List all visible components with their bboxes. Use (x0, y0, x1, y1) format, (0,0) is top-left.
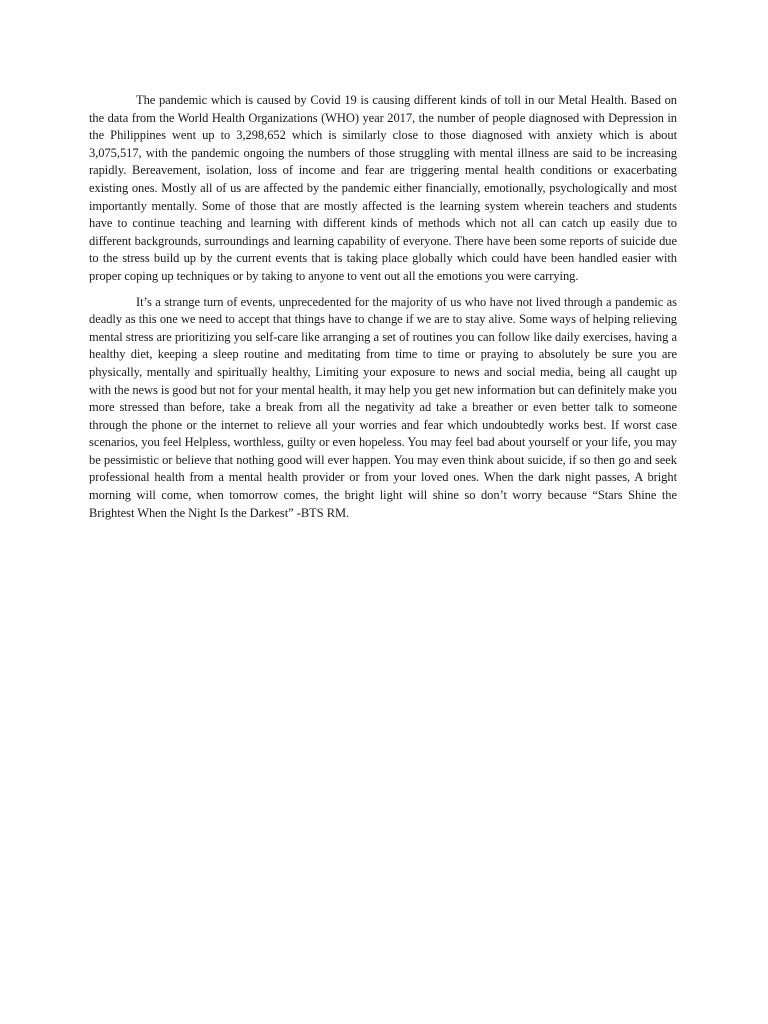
document-body (89, 92, 677, 530)
paragraph-2: It’s a strange turn of events, unprecedented for the majority of us who have not lived through a pandemic as deadly as this one we need to accept that things have to change if we are to stay alive. Some ways of helping relieving mental stress are prioritizing you self-care like arranging a set of routines you can follow like daily exercises, having a healthy diet, keeping a sleep routine and meditating from time to time or praying to absolutely be sure you are physically, mentally and spiritually healthy, Limiting your exposure to news and social media, being all caught up with the news is good but not for your mental health, it may help you get new information but can definitely make you more stressed than before, take a break from all the negativity ad take a breather or even better talk to someone through the phone or the internet to relieve all your worries and fear which undoubtedly works best. If worst case scenarios, you feel Helpless, worthless, guilty or even hopeless. You may feel bad about yourself or your life, you may be pessimistic or believe that nothing good will ever happen. You may even think about suicide, if so then go and seek professional health from a mental health provider or from your loved ones. When the dark night passes, A bright morning will come, when tomorrow comes, the bright light will shine so don’t worry because “Stars Shine the Brightest When the Night Is the Darkest” -BTS RM. (89, 294, 677, 520)
paragraph-1: The pandemic which is caused by Covid 19 is causing different kinds of toll in our Metal Health. Based on the data from the World Health Organizations (WHO) year 2017, the number of people diagnosed with Depression in the Philippines went up to 3,298,652 which is similarly close to those diagnosed with anxiety which is about 3,075,517, with the pandemic ongoing the numbers of those struggling with mental illness are said to be increasing rapidly. Bereavement, isolation, loss of income and fear are triggering mental health conditions or exacerbating existing ones. Mostly all of us are affected by the pandemic either financially, emotionally, psychologically and most importantly mentally. Some of those that are mostly affected is the learning system wherein teachers and students have to continue teaching and learning with different kinds of methods which not all can catch up easily due to different backgrounds, surroundings and learning capability of everyone. There have been some reports of suicide due to the stress build up by the current events that is taking place globally which could have been handled easier with proper coping up techniques or by taking to anyone to vent out all the emotions you were carrying. (89, 93, 677, 283)
